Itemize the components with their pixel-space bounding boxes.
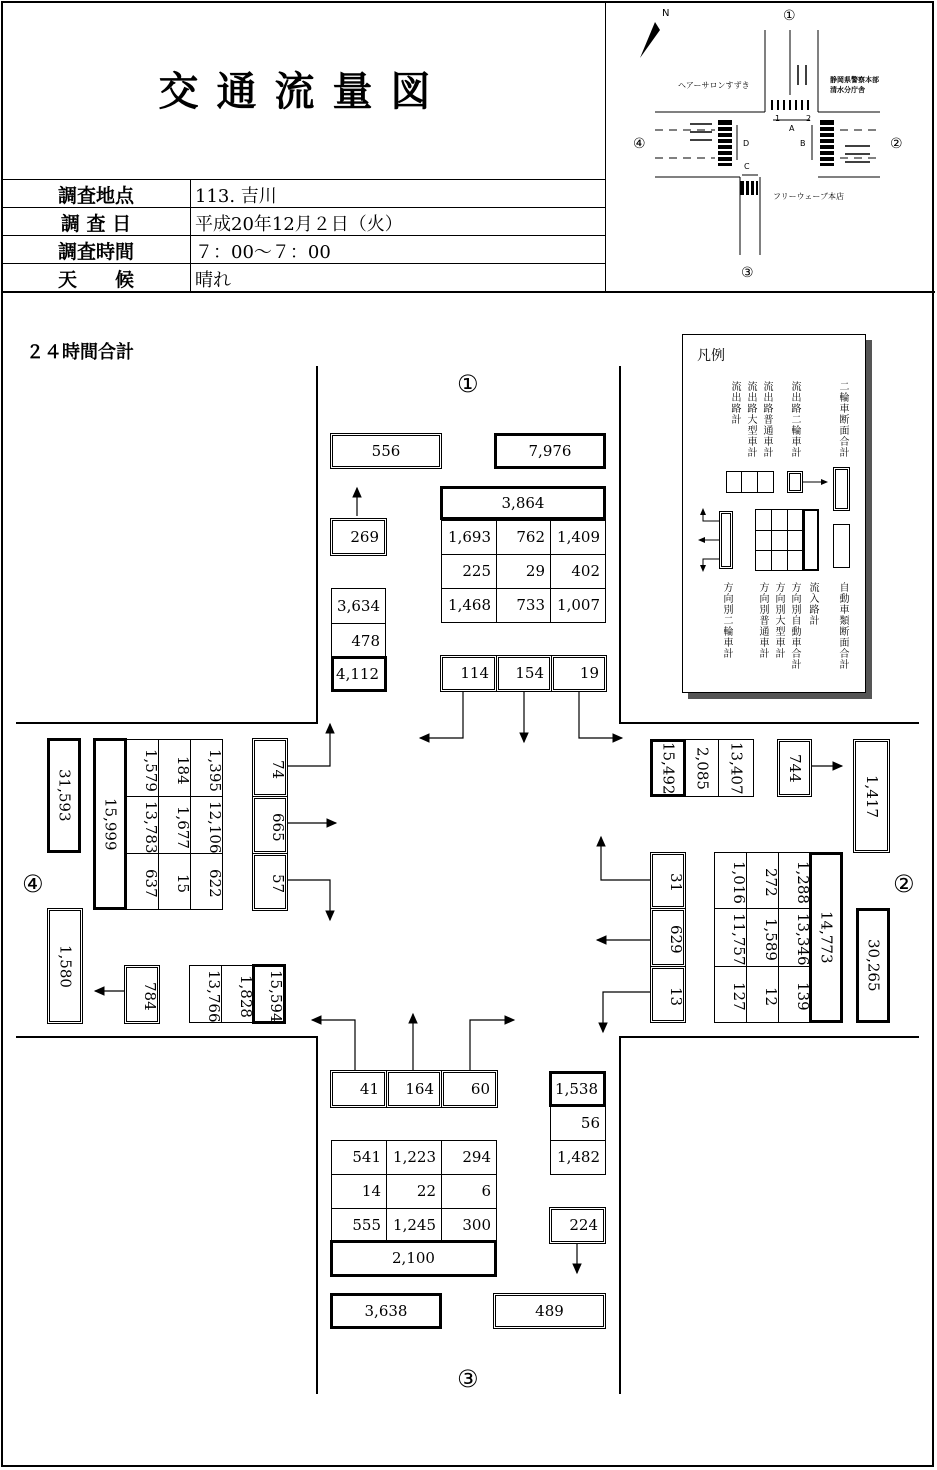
west-grid-cell: 184 [158, 739, 191, 797]
north-grid-cell: 1,007 [550, 588, 606, 623]
south-moto-dir: 60 [441, 1070, 498, 1108]
map-crossing-c: C [744, 162, 750, 171]
map-crossing-b: B [800, 139, 806, 148]
east-moto: 744 [777, 739, 812, 797]
period-subtitle: ２４時間合計 [26, 342, 134, 363]
north-moto-dir: 154 [496, 655, 552, 692]
west-grid-cell: 637 [125, 853, 159, 910]
north-in-total: 3,864 [440, 486, 606, 520]
info-label-weather: 天 候 [57, 269, 134, 291]
north-moto-dir: 19 [551, 655, 607, 692]
west-in-auto: 15,594 [252, 964, 286, 1024]
north-out-normal: 478 [331, 623, 386, 659]
info-value-weather: 晴れ [195, 270, 231, 291]
info-value-time: ７：00～７：00 [195, 242, 331, 263]
east-grid-cell: 12 [746, 966, 779, 1023]
map-crossing-d: D [743, 139, 750, 148]
east-grid-cell: 1,288 [778, 852, 811, 909]
legend-label: 流出路大型車計 [745, 381, 756, 458]
north-out-total: 556 [330, 433, 442, 469]
south-grid-cell: 22 [386, 1174, 442, 1209]
west-grid-cell: 1,395 [190, 739, 223, 797]
map-mark-1: 1 [775, 114, 781, 123]
south-moto-dir: 41 [330, 1070, 387, 1108]
legend-label: 方向別大型車計 [773, 582, 784, 659]
south-grid-cell: 300 [441, 1208, 497, 1242]
west-grid-cell: 1,677 [158, 796, 191, 854]
east-moto-dir: 13 [650, 966, 686, 1023]
north-out-moto: 269 [330, 518, 387, 556]
legend-label: 方向別二輪車計 [721, 582, 732, 659]
west-moto-dir: 74 [252, 738, 288, 797]
info-value-location: 113. 吉川 [195, 186, 277, 207]
south-moto-dir: 164 [386, 1070, 442, 1108]
south-cross-total: 3,638 [330, 1293, 442, 1329]
north-grid-cell: 29 [496, 554, 551, 589]
map-approach-3: ③ [741, 265, 754, 281]
west-grid-cell: 622 [190, 853, 223, 910]
map-crossing-a: A [789, 124, 795, 133]
info-label-date: 調 査 日 [60, 213, 132, 235]
south-grid-cell: 541 [331, 1140, 387, 1175]
west-in-total: 15,999 [93, 738, 127, 910]
south-in-large: 1,482 [550, 1140, 606, 1175]
north-grid-cell: 402 [550, 554, 606, 589]
map-approach-4: ④ [633, 136, 646, 152]
west-grid-cell: 13,783 [125, 796, 159, 854]
south-out-total: 489 [493, 1293, 606, 1329]
south-grid-cell: 294 [441, 1140, 497, 1175]
north-grid-cell: 1,693 [441, 520, 497, 555]
south-grid-cell: 14 [331, 1174, 387, 1209]
east-grid-cell: 139 [778, 966, 811, 1023]
south-in-total: 2,100 [330, 1240, 497, 1277]
approach-label-south: ③ [457, 1365, 479, 1393]
north-grid-cell: 1,468 [441, 588, 497, 623]
west-moto: 784 [124, 965, 160, 1024]
south-moto: 224 [549, 1207, 606, 1244]
map-approach-2: ② [890, 136, 903, 152]
info-value-date: 平成20年12月２日（火） [195, 214, 403, 235]
north-out-large: 3,634 [331, 588, 386, 624]
south-in-normal: 56 [550, 1106, 606, 1141]
south-grid-cell: 555 [331, 1208, 387, 1242]
info-label-time: 調査時間 [57, 241, 134, 263]
approach-label-east: ② [893, 870, 915, 898]
map-mark-2: 2 [806, 114, 812, 123]
legend-label: 自動車類断面合計 [837, 582, 848, 670]
south-in-auto: 1,538 [549, 1071, 606, 1107]
legend-label: 二輪車断面合計 [837, 381, 848, 458]
south-grid-cell: 1,223 [386, 1140, 442, 1175]
north-out-auto: 4,112 [331, 656, 387, 692]
legend-label: 流出路普通車計 [761, 381, 772, 458]
east-in-normal: 13,407 [718, 739, 754, 797]
map-landmark-nw: ヘアーサロンすずき [678, 81, 750, 90]
west-cross-total: 31,593 [47, 738, 81, 853]
east-out-total: 1,417 [853, 739, 890, 853]
north-grid-cell: 1,409 [550, 520, 606, 555]
legend-box [682, 334, 866, 693]
west-out-total: 1,580 [47, 908, 83, 1024]
north-cross-total: 7,976 [494, 433, 606, 469]
legend-label: 流出路二輪車計 [789, 381, 800, 458]
east-moto-dir: 629 [650, 908, 686, 967]
east-moto-dir: 31 [650, 852, 686, 909]
legend-label: 方向別自動車合計 [789, 582, 800, 670]
north-moto-dir: 114 [440, 655, 497, 692]
map-landmark-se: フリーウェーブ本店 [773, 192, 844, 201]
approach-label-north: ① [457, 370, 479, 398]
east-grid-cell: 1,016 [714, 852, 747, 909]
north-grid-cell: 762 [496, 520, 551, 555]
east-grid-cell: 11,757 [714, 908, 747, 967]
east-grid-cell: 127 [714, 966, 747, 1023]
approach-label-west: ④ [22, 870, 44, 898]
west-in-normal: 1,828 [221, 965, 254, 1023]
west-grid-cell: 1,579 [125, 739, 159, 797]
east-cross-total: 30,265 [856, 908, 890, 1023]
east-in-large: 2,085 [685, 739, 719, 797]
east-grid-cell: 13,346 [778, 908, 811, 967]
legend-title: 凡例 [697, 348, 725, 364]
east-grid-cell: 272 [746, 852, 779, 909]
west-grid-cell: 12,106 [190, 796, 223, 854]
east-in-total: 14,773 [809, 852, 843, 1023]
legend-arrows [683, 335, 865, 692]
north-grid-cell: 733 [496, 588, 551, 623]
map-landmark-ne2: 清水分庁舎 [830, 86, 865, 94]
west-moto-dir: 665 [252, 796, 288, 854]
info-label-location: 調査地点 [57, 185, 134, 207]
south-grid-cell: 6 [441, 1174, 497, 1209]
map-north-label: N [662, 8, 670, 19]
page-title: 交通流量図 [158, 69, 449, 115]
east-grid-cell: 1,589 [746, 908, 779, 967]
east-in-auto: 15,492 [650, 739, 686, 797]
west-grid-cell: 15 [158, 853, 191, 910]
map-landmark-ne1: 静岡県警察本部 [830, 76, 879, 84]
legend-label: 流入路計 [807, 582, 818, 626]
map-approach-1: ① [783, 8, 796, 24]
west-in-large: 13,766 [189, 965, 222, 1023]
legend-label: 方向別普通車計 [757, 582, 768, 659]
legend-label: 流出路計 [729, 381, 740, 425]
north-grid-cell: 225 [441, 554, 497, 589]
west-moto-dir: 57 [252, 853, 288, 911]
south-grid-cell: 1,245 [386, 1208, 442, 1242]
